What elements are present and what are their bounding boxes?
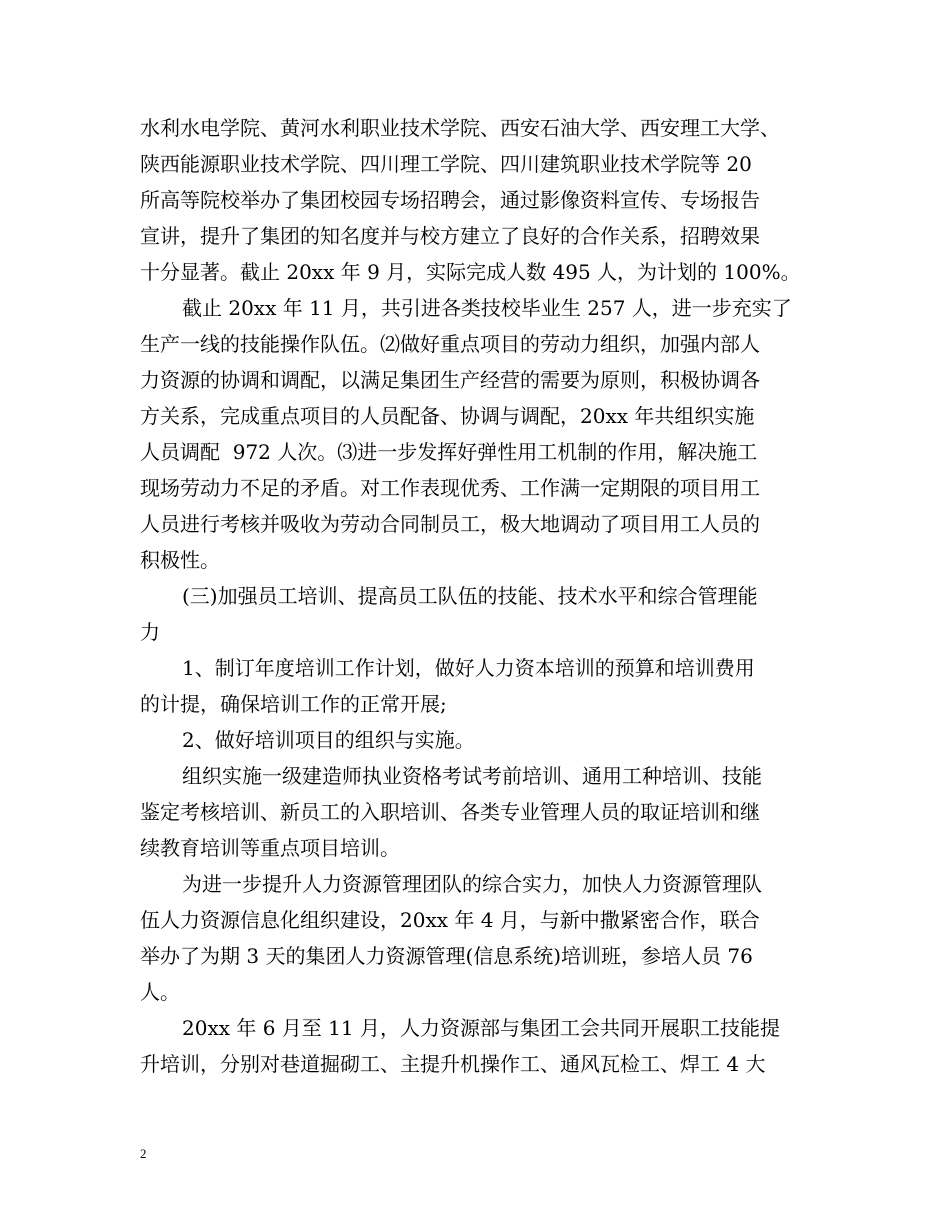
- text-line: 力资源的协调和调配，以满足集团生产经营的需要为原则，积极协调各: [140, 368, 760, 392]
- text-line: 2、做好培训项目的组织与实施。: [182, 728, 475, 752]
- text-line: 所高等院校举办了集团校园专场招聘会，通过影像资料宣传、专场报告: [140, 188, 760, 212]
- text-line: 截止 20xx 年 11 月，共引进各类技校毕业生 257 人，进一步充实了: [182, 296, 792, 320]
- text-line: 续教育培训等重点项目培训。: [140, 836, 400, 860]
- text-line: 生产一线的技能操作队伍。⑵做好重点项目的劳动力组织，加强内部人: [140, 332, 760, 356]
- text-line: 1、制订年度培训工作计划，做好人力资本培训的预算和培训费用: [182, 656, 755, 680]
- text-line: 水利水电学院、黄河水利职业技术学院、西安石油大学、西安理工大学、: [140, 116, 780, 140]
- section-heading: 力: [140, 620, 160, 644]
- text-line: 升培训，分别对巷道掘砌工、主提升机操作工、通风瓦检工、焊工 4 大: [140, 1052, 766, 1076]
- text-line: 现场劳动力不足的矛盾。对工作表现优秀、工作满一定期限的项目用工: [140, 476, 760, 500]
- text-line: 十分显著。截止 20xx 年 9 月，实际完成人数 495 人，为计划的 100%。: [140, 260, 801, 284]
- text-line: 鉴定考核培训、新员工的入职培训、各类专业管理人员的取证培训和继: [140, 800, 760, 824]
- text-line: 举办了为期 3 天的集团人力资源管理(信息系统)培训班，参培人员 76: [140, 944, 753, 968]
- text-line: 人。: [140, 980, 180, 1004]
- text-line: 伍人力资源信息化组织建设，20xx 年 4 月，与新中撒紧密合作，联合: [140, 908, 760, 932]
- text-line: 人员调配 972 人次。⑶进一步发挥好弹性用工机制的作用，解决施工: [140, 440, 758, 464]
- text-line: 方关系，完成重点项目的人员配备、协调与调配，20xx 年共组织实施: [140, 404, 755, 428]
- text-line: 宣讲，提升了集团的知名度并与校方建立了良好的合作关系，招聘效果: [140, 224, 760, 248]
- text-line: 组织实施一级建造师执业资格考试考前培训、通用工种培训、技能: [182, 764, 762, 788]
- text-line: 陕西能源职业技术学院、四川理工学院、四川建筑职业技术学院等 20: [140, 152, 752, 176]
- text-line: 人员进行考核并吸收为劳动合同制员工，极大地调动了项目用工人员的: [140, 512, 760, 536]
- text-line: 为进一步提升人力资源管理团队的综合实力，加快人力资源管理队: [182, 872, 762, 896]
- body-text: [140, 110, 830, 1082]
- text-line: 积极性。: [140, 548, 220, 572]
- text-line: 的计提，确保培训工作的正常开展;: [140, 692, 447, 716]
- text-line: 20xx 年 6 月至 11 月，人力资源部与集团工会共同开展职工技能提: [182, 1016, 780, 1040]
- page-number: 2: [140, 1146, 147, 1161]
- section-heading: (三)加强员工培训、提高员工队伍的技能、技术水平和综合管理能: [182, 584, 758, 608]
